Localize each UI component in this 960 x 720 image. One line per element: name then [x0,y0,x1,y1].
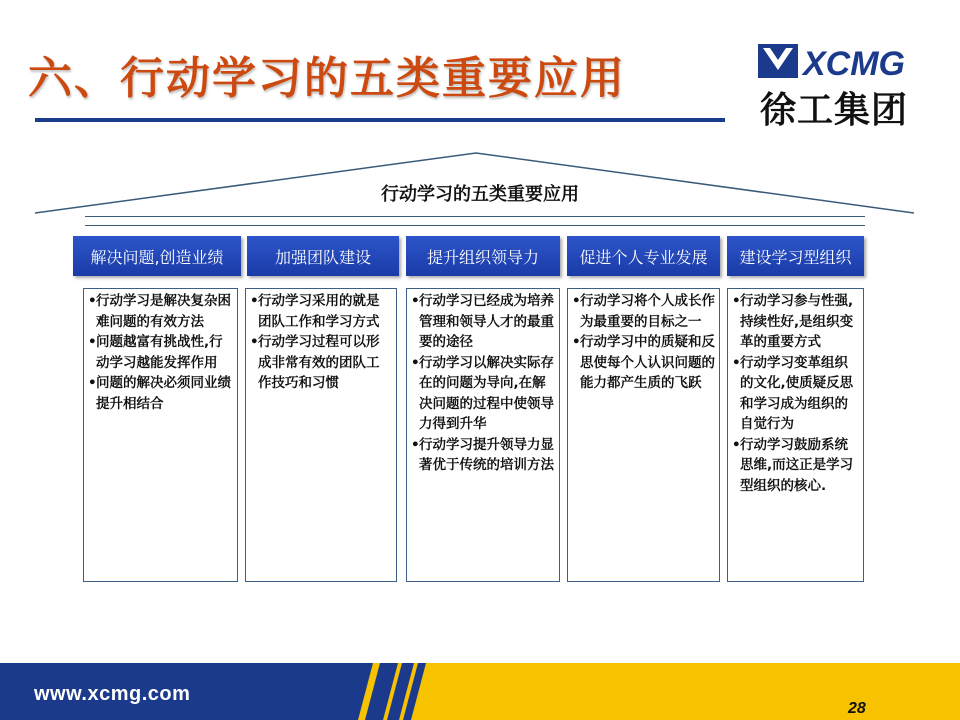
slide-title: 六、行动学习的五类重要应用 [28,53,626,104]
column-header-2: 加强团队建设 [247,236,399,276]
bullet-item: • 问题的解决必须同业绩提升相结合 [88,375,231,412]
footer-stripes [330,663,460,720]
column-box-5 [727,288,864,582]
logo-chinese-name: 徐工集团 [760,90,909,131]
page-number: 28 [848,700,866,717]
roof-baseline-1 [85,216,865,217]
bullet-item: • 行动学习过程可以形成非常有效的团队工作技巧和习惯 [250,334,380,391]
bullet-item: • 行动学习采用的就是团队工作和学习方式 [250,293,380,330]
column-box-4 [567,288,720,582]
footer-url[interactable]: www.xcmg.com [34,683,191,705]
column-header-1: 解决问题,创造业绩 [73,236,241,276]
bullet-item: • 行动学习变革组织的文化,使质疑反思和学习成为组织的自觉行为 [732,354,854,432]
bullet-item: • 行动学习参与性强,持续性好,是组织变革的重要方式 [732,293,854,350]
roof-baseline-2 [85,225,865,226]
column-header-3: 提升组织领导力 [406,236,560,276]
column-header-5: 建设学习型组织 [727,236,864,276]
bullet-item: • 问题越富有挑战性,行动学习越能发挥作用 [88,334,223,371]
bullet-item: • 行动学习将个人成长作为最重要的目标之一 [572,293,715,330]
bullet-item: • 行动学习已经成为培养管理和领导人才的最重要的途径 [411,293,554,350]
column-header-4: 促进个人专业发展 [567,236,720,276]
column-box-3 [406,288,560,582]
roof-title: 行动学习的五类重要应用 [381,184,579,205]
logo-brand: XCMG [803,45,905,83]
bullet-item: • 行动学习以解决实际存在的问题为导向,在解决问题的过程中使领导力得到升华 [411,354,554,432]
bullet-item: • 行动学习鼓励系统思维,而这正是学习型组织的核心. [732,436,854,494]
bullet-item: • 行动学习提升领导力显著优于传统的培训方法 [411,436,554,473]
column-box-1 [83,288,238,582]
column-box-2 [245,288,397,582]
bullet-item: • 行动学习是解决复杂困难问题的有效方法 [88,293,231,330]
bullet-item: • 行动学习中的质疑和反思使每个人认识问题的能力都产生质的飞跃 [572,334,715,391]
